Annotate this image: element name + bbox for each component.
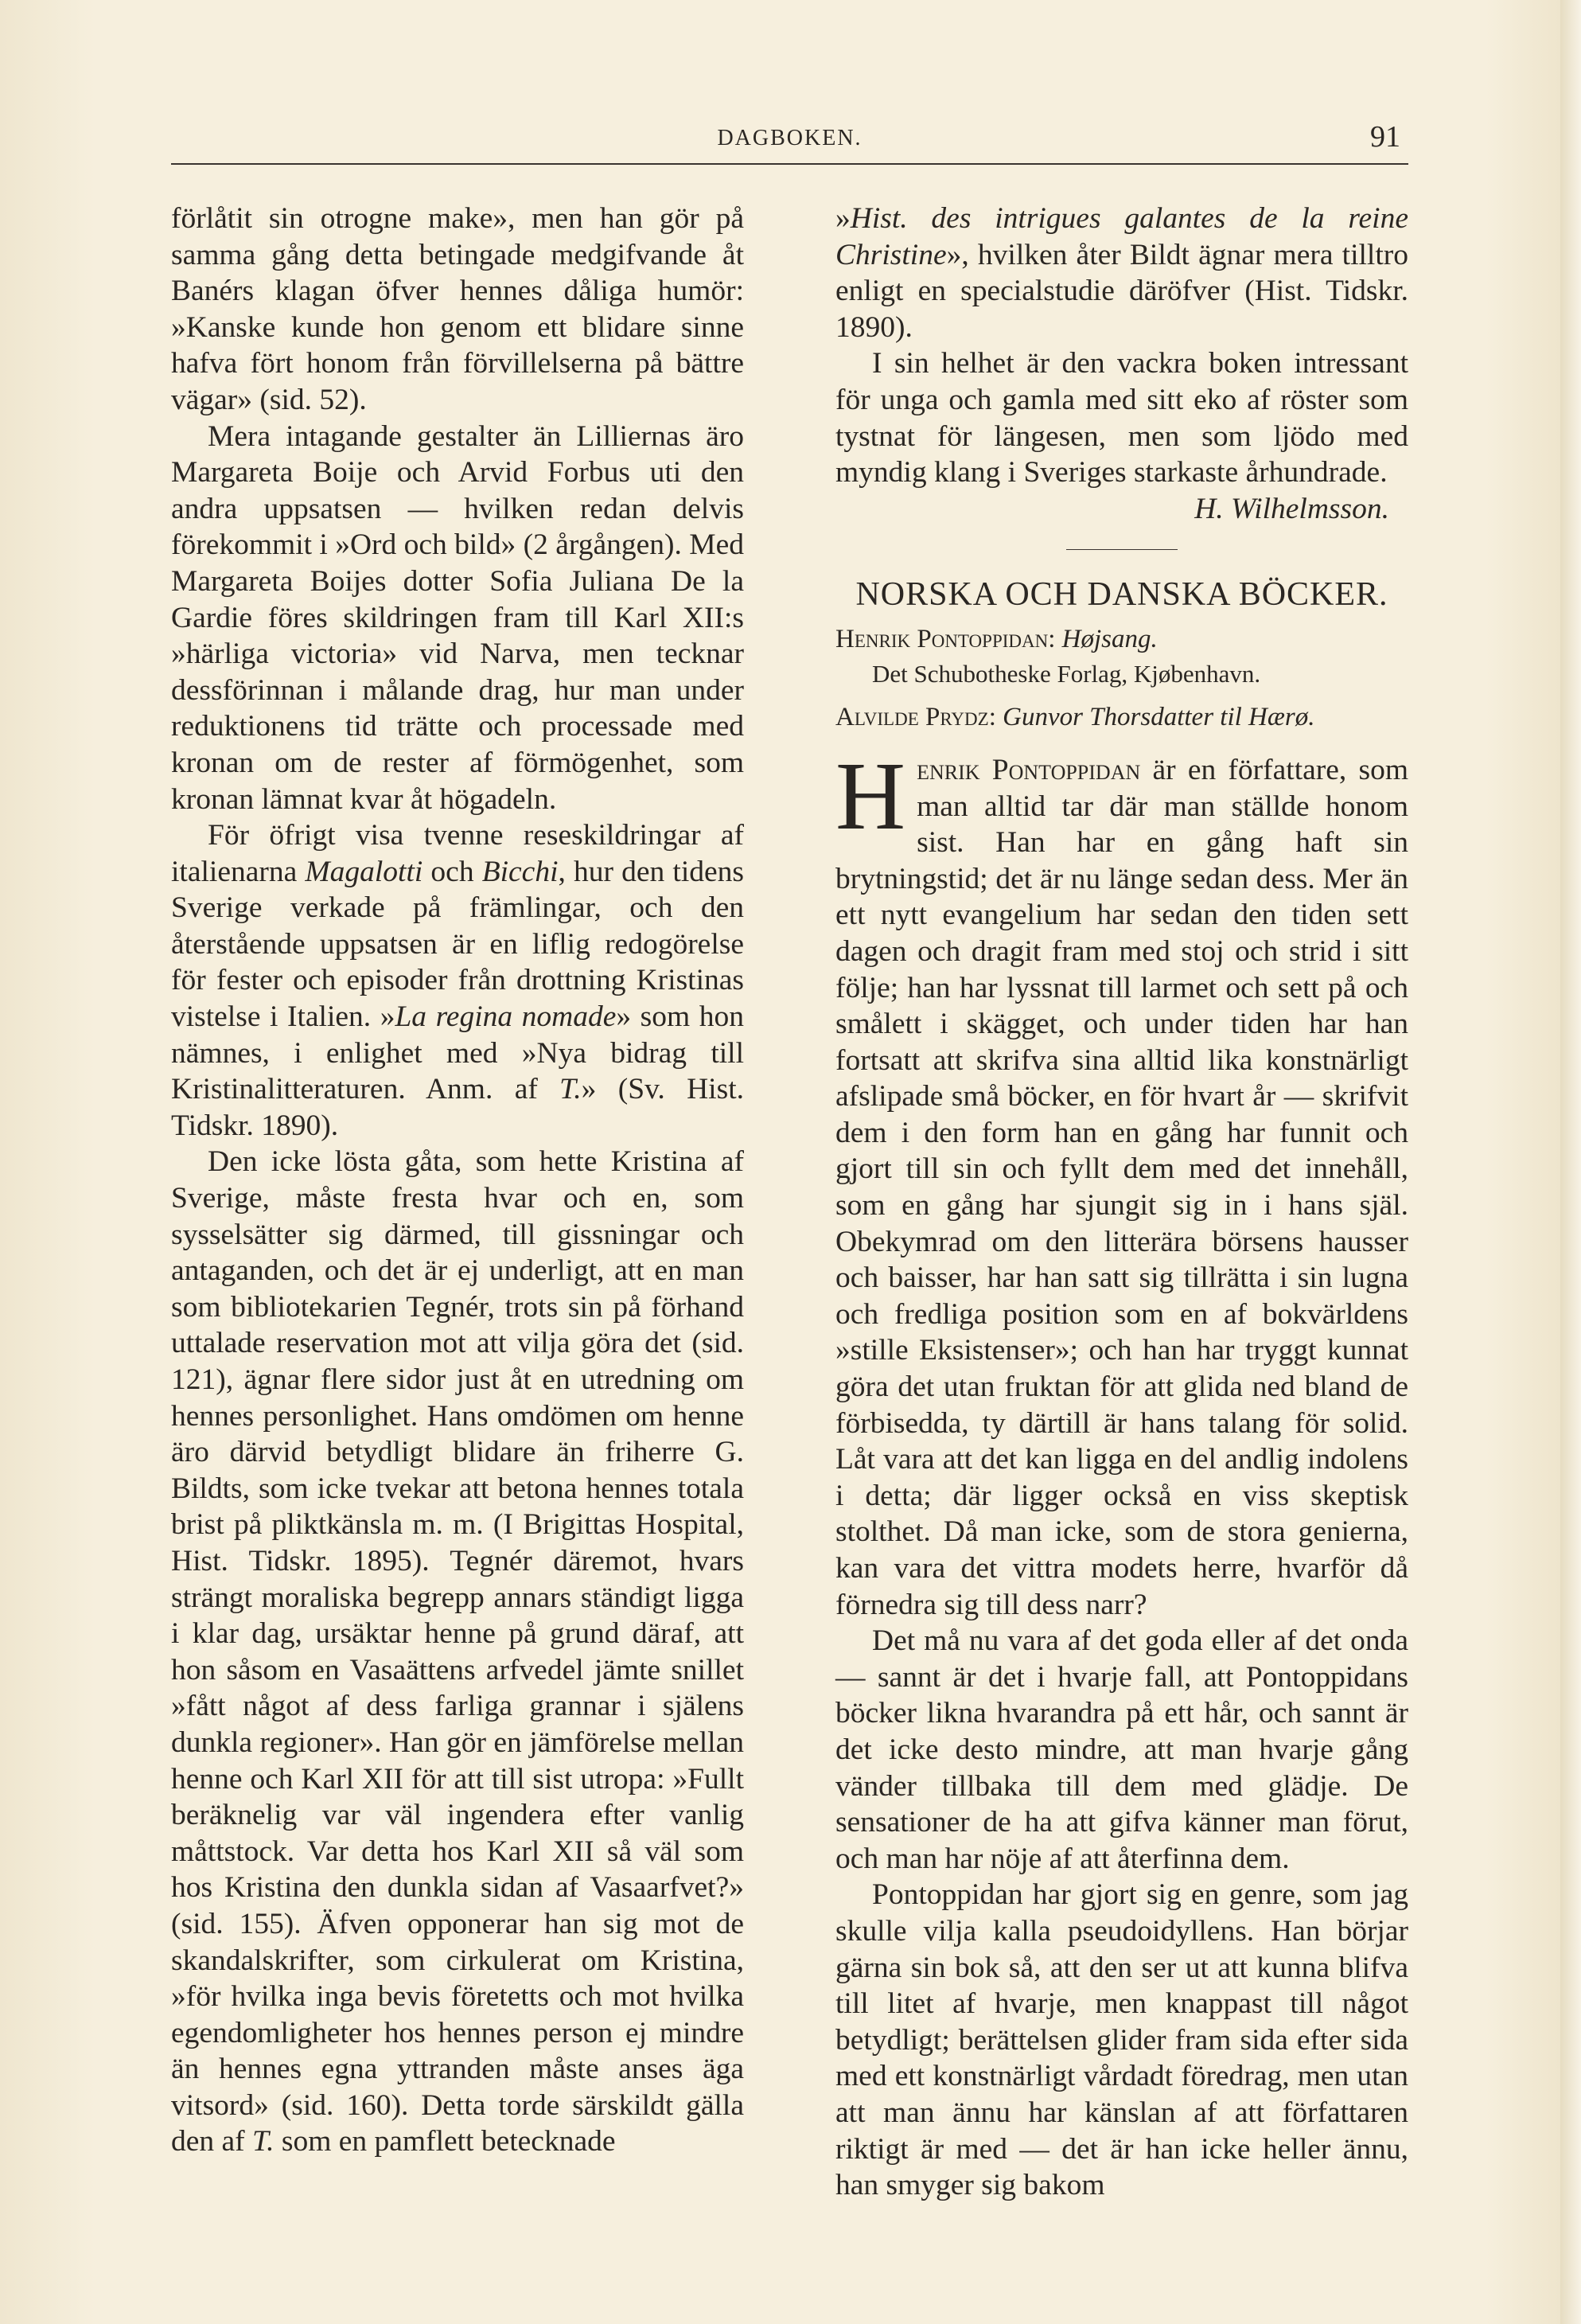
bib-author: Alvilde Prydz: — [835, 702, 996, 731]
page-edge — [1560, 0, 1581, 2324]
right-column — [835, 201, 1408, 2204]
italic-initial: T. — [559, 1073, 582, 1106]
bibliography-entry — [835, 700, 1408, 735]
text-run: » — [835, 202, 851, 235]
bibliography-entry — [835, 622, 1408, 657]
paragraph — [835, 201, 1408, 345]
running-header — [171, 119, 1408, 167]
section-divider — [1066, 549, 1178, 550]
italic-title: La regina nomade — [395, 1000, 617, 1034]
paragraph: Mera intagande gestalter än Lilliernas äro Margareta Boije och Arvid Forbus uti den andra uppsatsen — hvilken redan delvis förekommit i »Ord och bild» (2 årgången). Med Margareta Boijes dotter Sofia Juliana De la Gardie föres skildringen fram till Karl XII:s »härliga victoria» vid Narva, men tecknar dessförinnan i målande drag, hur man under reduktionens tid trätte och processade med kronan om de rester af förmögenhet, som kronan lämnat kvar åt högadeln. — [171, 419, 744, 816]
text-run: är en författare, som man alltid tar där man ställde honom sist. Han har en gång haft sin brytningstid; det är nu länge sedan dess. Mer än ett nytt evangelium har sedan den tiden sett dagen och dragit fram med stoj och strid i sitt följe; han har lyssnat till larmet och sett på och smålett i skägget, och under tiden har han fortsatt att skrifva sina alltid lika konstnärligt afslipade små böcker, en för hvart år — skrifvit dem i den form han en gång har funnit och gjort till sin och fyllt dem med det innehåll, som en gång har sjungit sig in i hans själ. Obekymrad om den litterära börsens hausser och baisser, har han satt sig tillrätta i sin lugna och fredliga position som en af bokvärldens »stille Eksistenser»; och han har tryggt kunnat göra det utan fruktan för att glida ned bland de förbisedda, ty därtill är hans talang för solid. Låt vara att det kan ligga en del andlig indolens i detta; där ligger också en viss skeptisk stolthet. Då man icke, som de stora genierna, kan vara det vittra modets herre, hvarför då förnedra sig till dess narr? — [835, 753, 1408, 1621]
text-run: » (Sv. Hist. Tidskr. 1890). — [171, 1073, 744, 1142]
review-body — [835, 742, 1408, 2204]
bib-title: Gunvor Thorsdatter til Hærø. — [1003, 702, 1315, 731]
italic-name: Bicchi — [481, 855, 559, 888]
text-run: För öfrigt visa tvenne reseskildringar af italienarna — [171, 819, 744, 888]
italic-name: Magalotti — [305, 855, 423, 888]
section-title: NORSKA OCH DANSKA BÖCKER. — [855, 576, 1388, 614]
bib-publisher: Det Schubotheske Forlag, Kjøbenhavn. — [872, 659, 1261, 688]
text-run: som en pamflett betecknade — [274, 2125, 616, 2158]
paragraph — [835, 742, 1408, 1623]
text-run: Den icke lösta gåta, som hette Kristina af Sverige, måste fresta hvar och en, som sysselsätter sig därmed, till gissningar och antaganden, och det är ej underligt, att en man som bibliotekarien Tegnér, trots sin på förhand uttalade reservation mot att vilja göra det (sid. 121), ägnar flere sidor just åt en utredning om hennes personlighet. Hans omdömen om henne äro därvid betydligt blidare än friherre G. Bildts, som icke tvekar att betona hennes totala brist på pliktkänsla m. m. (I Brigittas Hospital, Hist. Tidskr. 1895). Tegnér däremot, hvars strängt moraliska begrepp annars ständigt ligga i klar dag, ursäktar henne på grund däraf, att hon såsom en Vasaättens arfvedel jämte snillet »fått något af dess farliga grannar i själens dunkla regioner». Han gör en jämförelse mellan henne och Karl XII för att till sist utropa: »Fullt beräknelig var väl ingendera efter vanlig måttstock. Var detta hos Karl XII så väl som hos Kristina den dunkla sidan af Vasaarfvet?» (sid. 155). Äfven opponerar han sig mot de skandalskrifter, som cirkulerat om Kristina, »för hvilka inga bevis företetts och mot hvilka egendomligheter hos hennes person ej mindre än hennes egna yttranden måste anses äga vitsord» (sid. 160). Detta torde särskildt gälla den af — [171, 1145, 744, 2158]
paragraph: förlåtit sin otrogne make», men han gör på samma gång detta betingade medgifvande åt Banérs klagan öfver hennes dåliga humör: »Kanske kunde hon genom ett blidare sinne hafva fört honom från förvillelserna på bättre vägar» (sid. 52). — [171, 202, 744, 416]
paragraph: Pontoppidan har gjort sig en genre, som jag skulle vilja kalla pseudoidyllens. Han börjar gärna sin bok så, att den ser ut att kunna blifva till litet af hvarje, men knappast till något betydligt; berättelsen glider fram sida efter sida med ett konstnärligt vårdadt föredrag, men utan att man ännu har känslan af att författaren riktigt är med — det är han icke heller ännu, han smyger sig bakom — [835, 1878, 1408, 2202]
running-title: DAGBOKEN. — [717, 126, 863, 150]
text-run: , hur den tidens Sverige verkade på främlingar, och den återstående uppsatsen är en liflig redogörelse för fester och episoder från drottning Kristinas vistelse i Italien. » — [171, 855, 744, 1034]
small-caps-name: enrik Pontoppidan — [917, 753, 1141, 786]
left-column — [171, 201, 744, 2160]
text-run: » som hon nämnes, i enlighet med »Nya bidrag till Kristinalitteraturen. Anm. af — [171, 1000, 744, 1106]
text-run: », hvilken åter Bildt ägnar mera tilltro enligt en specialstudie däröfver (Hist. Tidskr. 1890). — [835, 238, 1408, 344]
signature — [835, 491, 1408, 528]
paragraph: Det må nu vara af det goda eller af det onda — sannt är det i hvarje fall, att Pontoppidans böcker likna hvarandra på ett hår, och sannt är det icke desto mindre, att man hvarje gång vänder tillbaka till dem med glädje. De sensationer de ha att gifva känner man förut, och man har nöje af att återfinna dem. — [835, 1624, 1408, 1875]
page-number: 91 — [1370, 120, 1400, 154]
bib-title: Højsang. — [1061, 624, 1158, 653]
italic-initial: T. — [252, 2125, 275, 2158]
paragraph — [171, 817, 744, 1144]
header-rule — [171, 163, 1408, 165]
bib-author: Henrik Pontoppidan: — [835, 624, 1056, 653]
italic-title: Hist. des intrigues galantes de la reine Christine — [835, 202, 1408, 271]
drop-cap: H — [835, 742, 906, 850]
text-run: och — [423, 855, 482, 888]
paragraph — [171, 1144, 744, 2160]
signature-text: H. Wilhelmsson. — [1194, 492, 1389, 525]
paragraph: I sin helhet är den vackra boken intressant för unga och gamla med sitt eko af röster som tystnat för längesen, men som ljödo med myndig klang i Sveriges starkaste århundrade. — [835, 347, 1408, 489]
